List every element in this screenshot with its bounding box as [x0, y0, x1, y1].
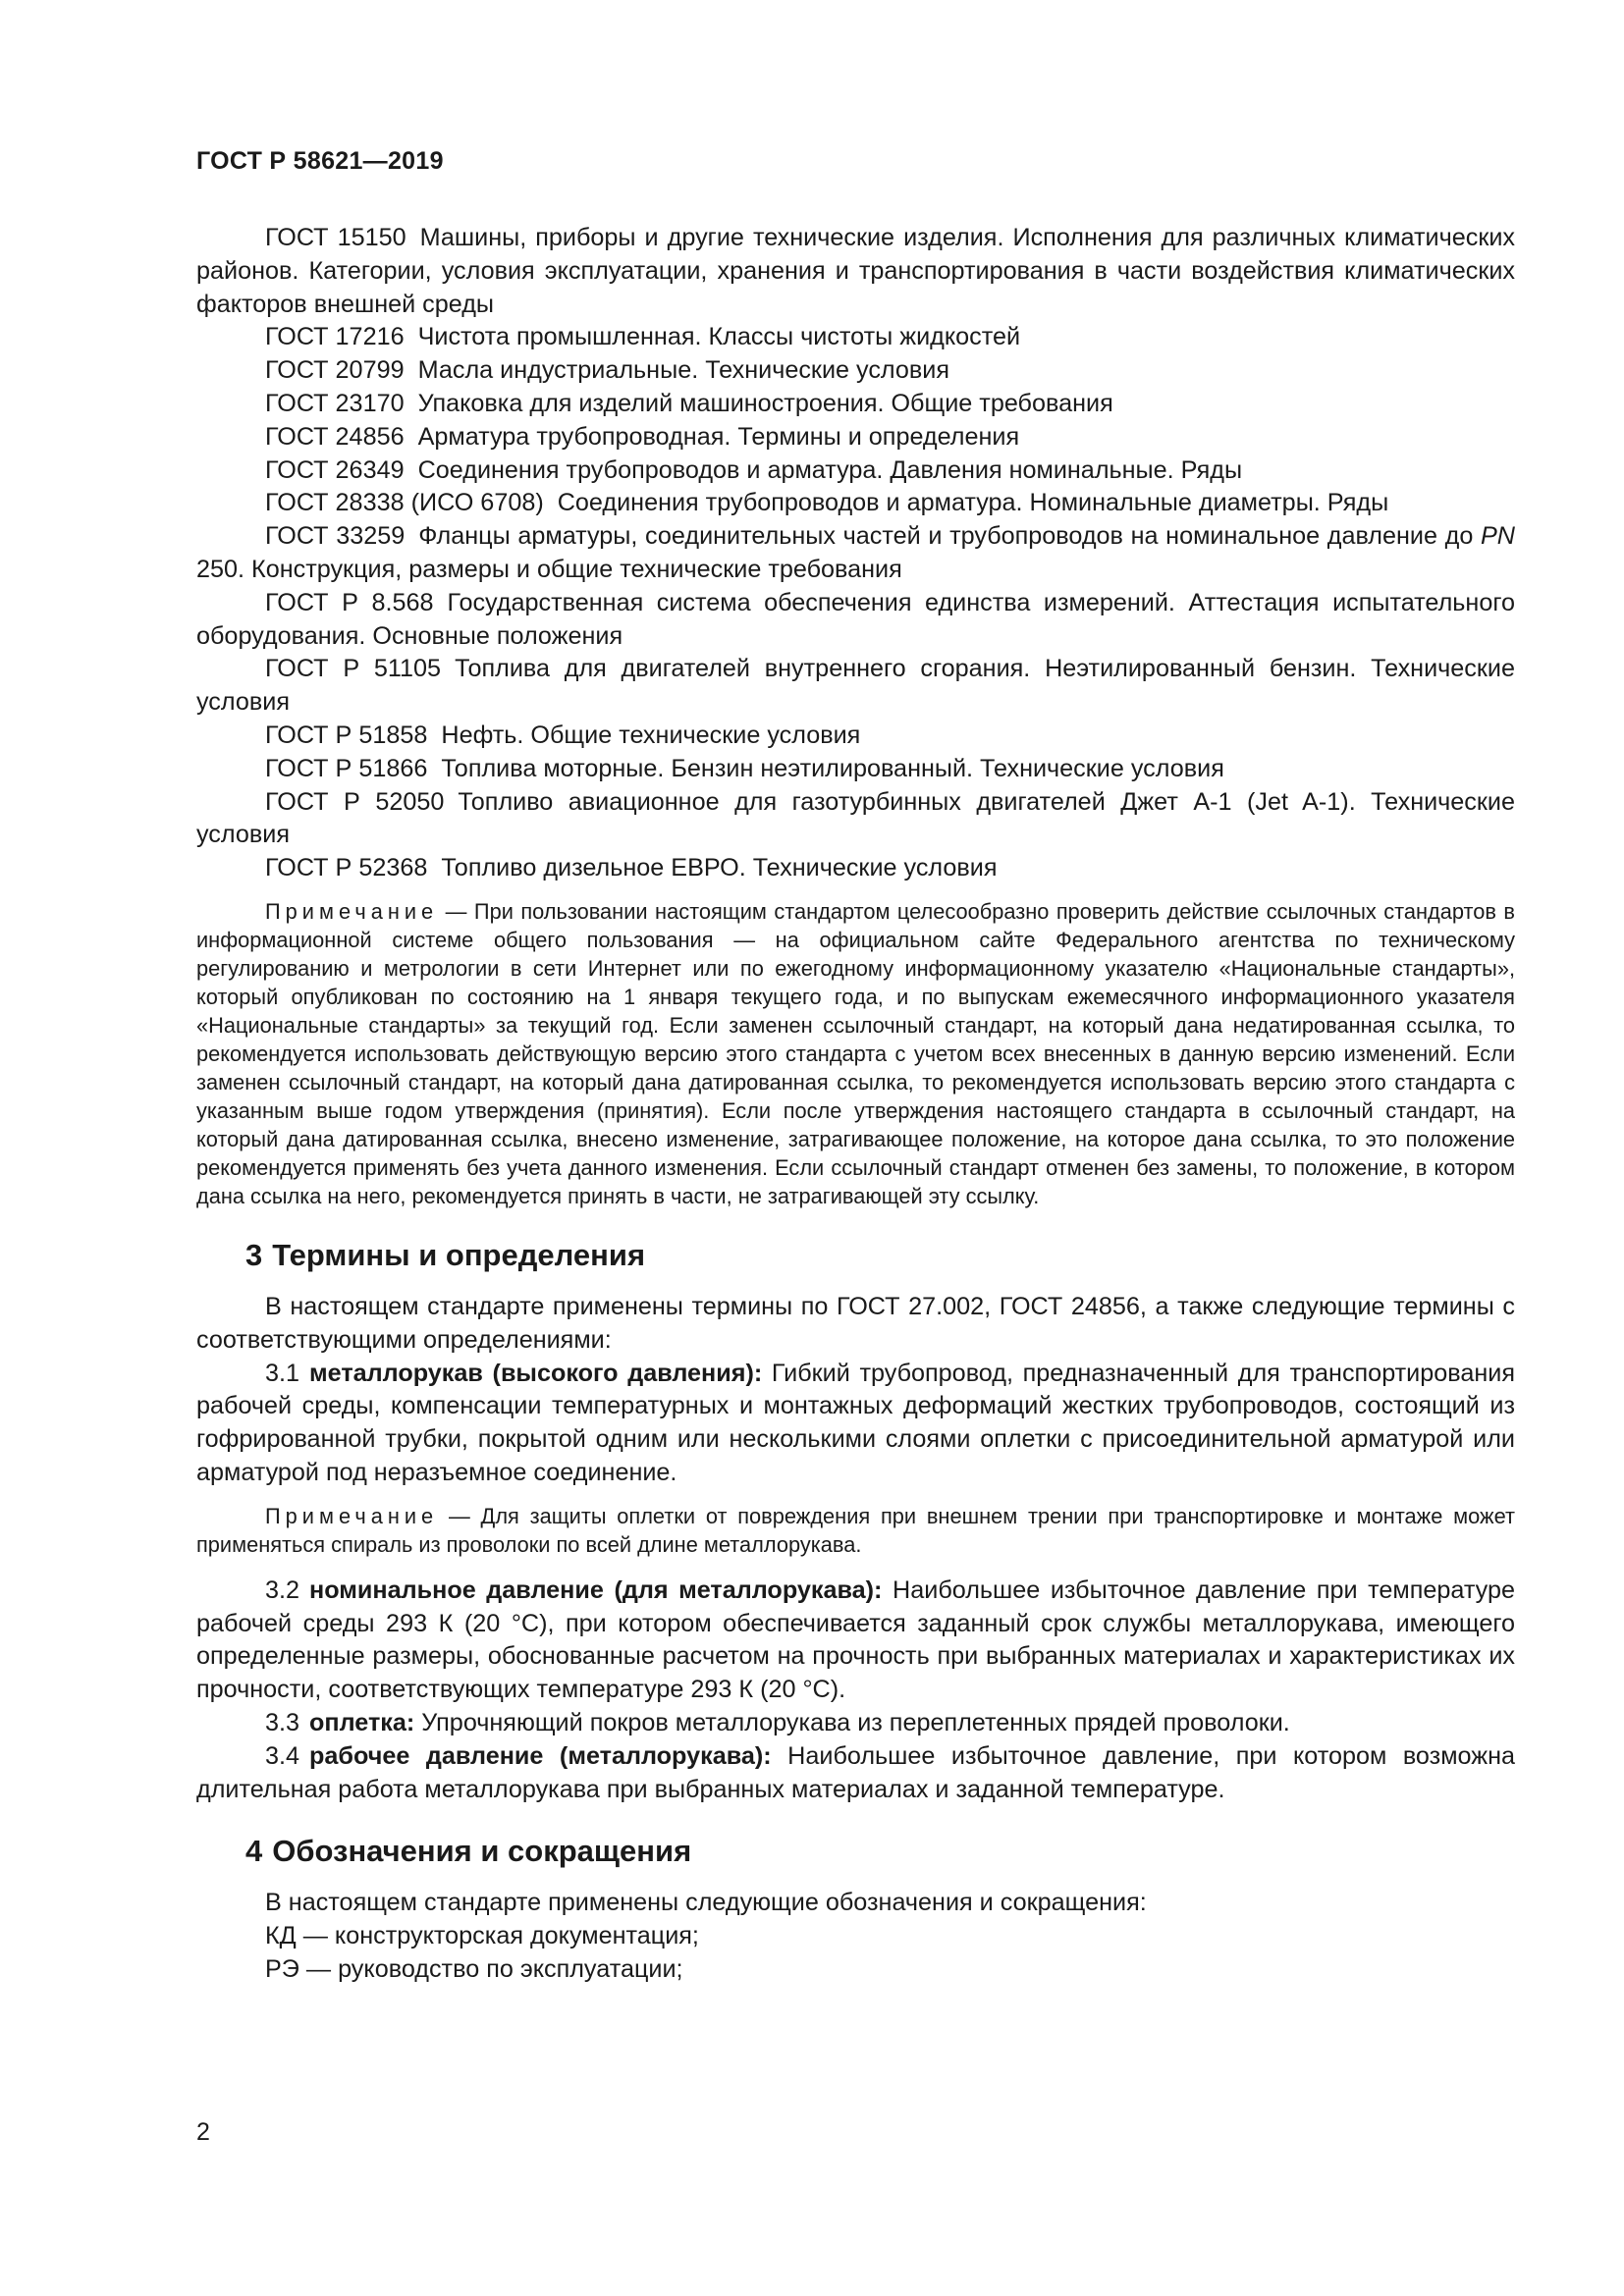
term-definition: 3.3 оплетка: Упрочняющий покров металлорукава из переплетенных прядей проволоки.: [265, 1708, 1290, 1736]
reference-item: ГОСТ 23170 Упаковка для изделий машиностроения. Общие требования: [265, 389, 1113, 417]
term-definition: 3.1 металлорукав (высокого давления): Гибкий трубопровод, предназначенный для транспортирования рабочей среды, компенсации температурных и монтажных деформаций жестких трубопроводов, состоящий из гофрированной трубки, покрытой одним или несколькими слоями оплетки с присоединительной арматурой или арматурой под неразъемное соединение.: [196, 1359, 1515, 1486]
note-label: Примечание: [265, 898, 439, 924]
reference-item: ГОСТ Р 8.568 Государственная система обеспечения единства измерений. Аттестация испытательного оборудования. Основные положения: [196, 588, 1515, 650]
reference-item: ГОСТ Р 51858 Нефть. Общие технические условия: [265, 721, 861, 749]
term-definition: 3.4 рабочее давление (металлорукава): Наибольшее избыточное давление, при котором возможна длительная работа металлорукава при выбранных материалах и заданной температуре.: [196, 1741, 1516, 1803]
reference-item: ГОСТ 24856 Арматура трубопроводная. Термины и определения: [265, 422, 1020, 451]
section-3-intro: В настоящем стандарте применены термины по ГОСТ 27.002, ГОСТ 24856, а также следующие термины с соответствующими определениями:: [196, 1292, 1515, 1354]
section-4-heading: 4 Обозначения и сокращения: [245, 1834, 692, 1869]
standard-id-header: ГОСТ Р 58621—2019: [196, 147, 444, 175]
section-4-intro: В настоящем стандарте применены следующие обозначения и сокращения:: [265, 1889, 1147, 1917]
reference-item: ГОСТ 28338 (ИСО 6708) Соединения трубопроводов и арматура. Номинальные диаметры. Ряды: [265, 489, 1389, 517]
abbreviation-item: КД — конструкторская документация;: [265, 1922, 699, 1950]
reference-item: ГОСТ 33259 Фланцы арматуры, соединительных частей и трубопроводов на номинальное давление до PN 250. Конструкция, размеры и общие технические требования: [196, 522, 1515, 583]
references-list: [196, 222, 1515, 885]
term-definition: 3.2 номинальное давление (для металлорукава): Наибольшее избыточное давление при температуре рабочей среды 293 К (20 °С), при котором обеспечивается заданный срок службы металлорукава, имеющего определенные размеры, обоснованные расчетом на прочность при выбранных материалах и характеристиках их прочности, соответствующих температуре 293 К (20 °С).: [196, 1575, 1516, 1704]
reference-item: ГОСТ 26349 Соединения трубопроводов и арматура. Давления номинальные. Ряды: [265, 455, 1243, 484]
reference-item: ГОСТ 20799 Масла индустриальные. Технические условия: [265, 356, 950, 385]
document-body: [196, 222, 1515, 1987]
reference-item: ГОСТ 15150 Машины, приборы и другие технические изделия. Исполнения для различных климатических районов. Категории, условия эксплуатации, хранения и транспортирования в части воздействия климатических факторов внешней среды: [196, 224, 1516, 318]
note-text: — При пользовании настоящим стандартом целесообразно проверить действие ссылочных стандартов в информационной системе общего пользования — на официальном сайте Федерального агентства по техническому регулированию и метрологии в сети Интернет или по ежегодному информационному указателю «Национальные стандарты», который опубликован по состоянию на 1 января текущего года, и по выпускам ежемесячного информационного указателя «Национальные стандарты» за текущий год. Если заменен ссылочный стандарт, на который дана недатированная ссылка, то рекомендуется использовать действующую версию этого стандарта с учетом всех внесенных в данную версию изменений. Если заменен ссылочный стандарт, на который дана датированная ссылка, то рекомендуется использовать версию этого стандарта с указанным выше годом утверждения (принятия). Если после утверждения настоящего стандарта в ссылочный стандарт, на который дана датированная ссылка, внесено изменение, затрагивающее положение, на которое дана ссылка, то это положение рекомендуется применять без учета данного изменения. Если ссылочный стандарт отменен без замены, то положение, в котором дана ссылка на него, рекомендуется принять в части, не затрагивающей эту ссылку.: [196, 898, 1515, 1208]
term-note: Примечание — Для защиты оплетки от повреждения при внешнем трении при транспортировке и монтаже может применяться спираль из проволоки по всей длине металлорукава.: [196, 1503, 1515, 1557]
page-number: 2: [196, 2118, 210, 2146]
reference-item: ГОСТ Р 52368 Топливо дизельное ЕВРО. Технические условия: [265, 854, 998, 882]
section-3-heading: 3 Термины и определения: [245, 1237, 646, 1272]
reference-item: ГОСТ Р 51105 Топлива для двигателей внутреннего сгорания. Неэтилированный бензин. Технические условия: [196, 655, 1515, 717]
references-note: [196, 897, 1515, 1210]
reference-item: ГОСТ 17216 Чистота промышленная. Классы чистоты жидкостей: [265, 323, 1021, 351]
reference-item: ГОСТ Р 51866 Топлива моторные. Бензин неэтилированный. Технические условия: [265, 754, 1224, 782]
reference-item: ГОСТ Р 52050 Топливо авиационное для газотурбинных двигателей Джет А-1 (Jet A-1). Технические условия: [196, 787, 1515, 849]
abbreviation-item: РЭ — руководство по эксплуатации;: [265, 1954, 683, 1983]
